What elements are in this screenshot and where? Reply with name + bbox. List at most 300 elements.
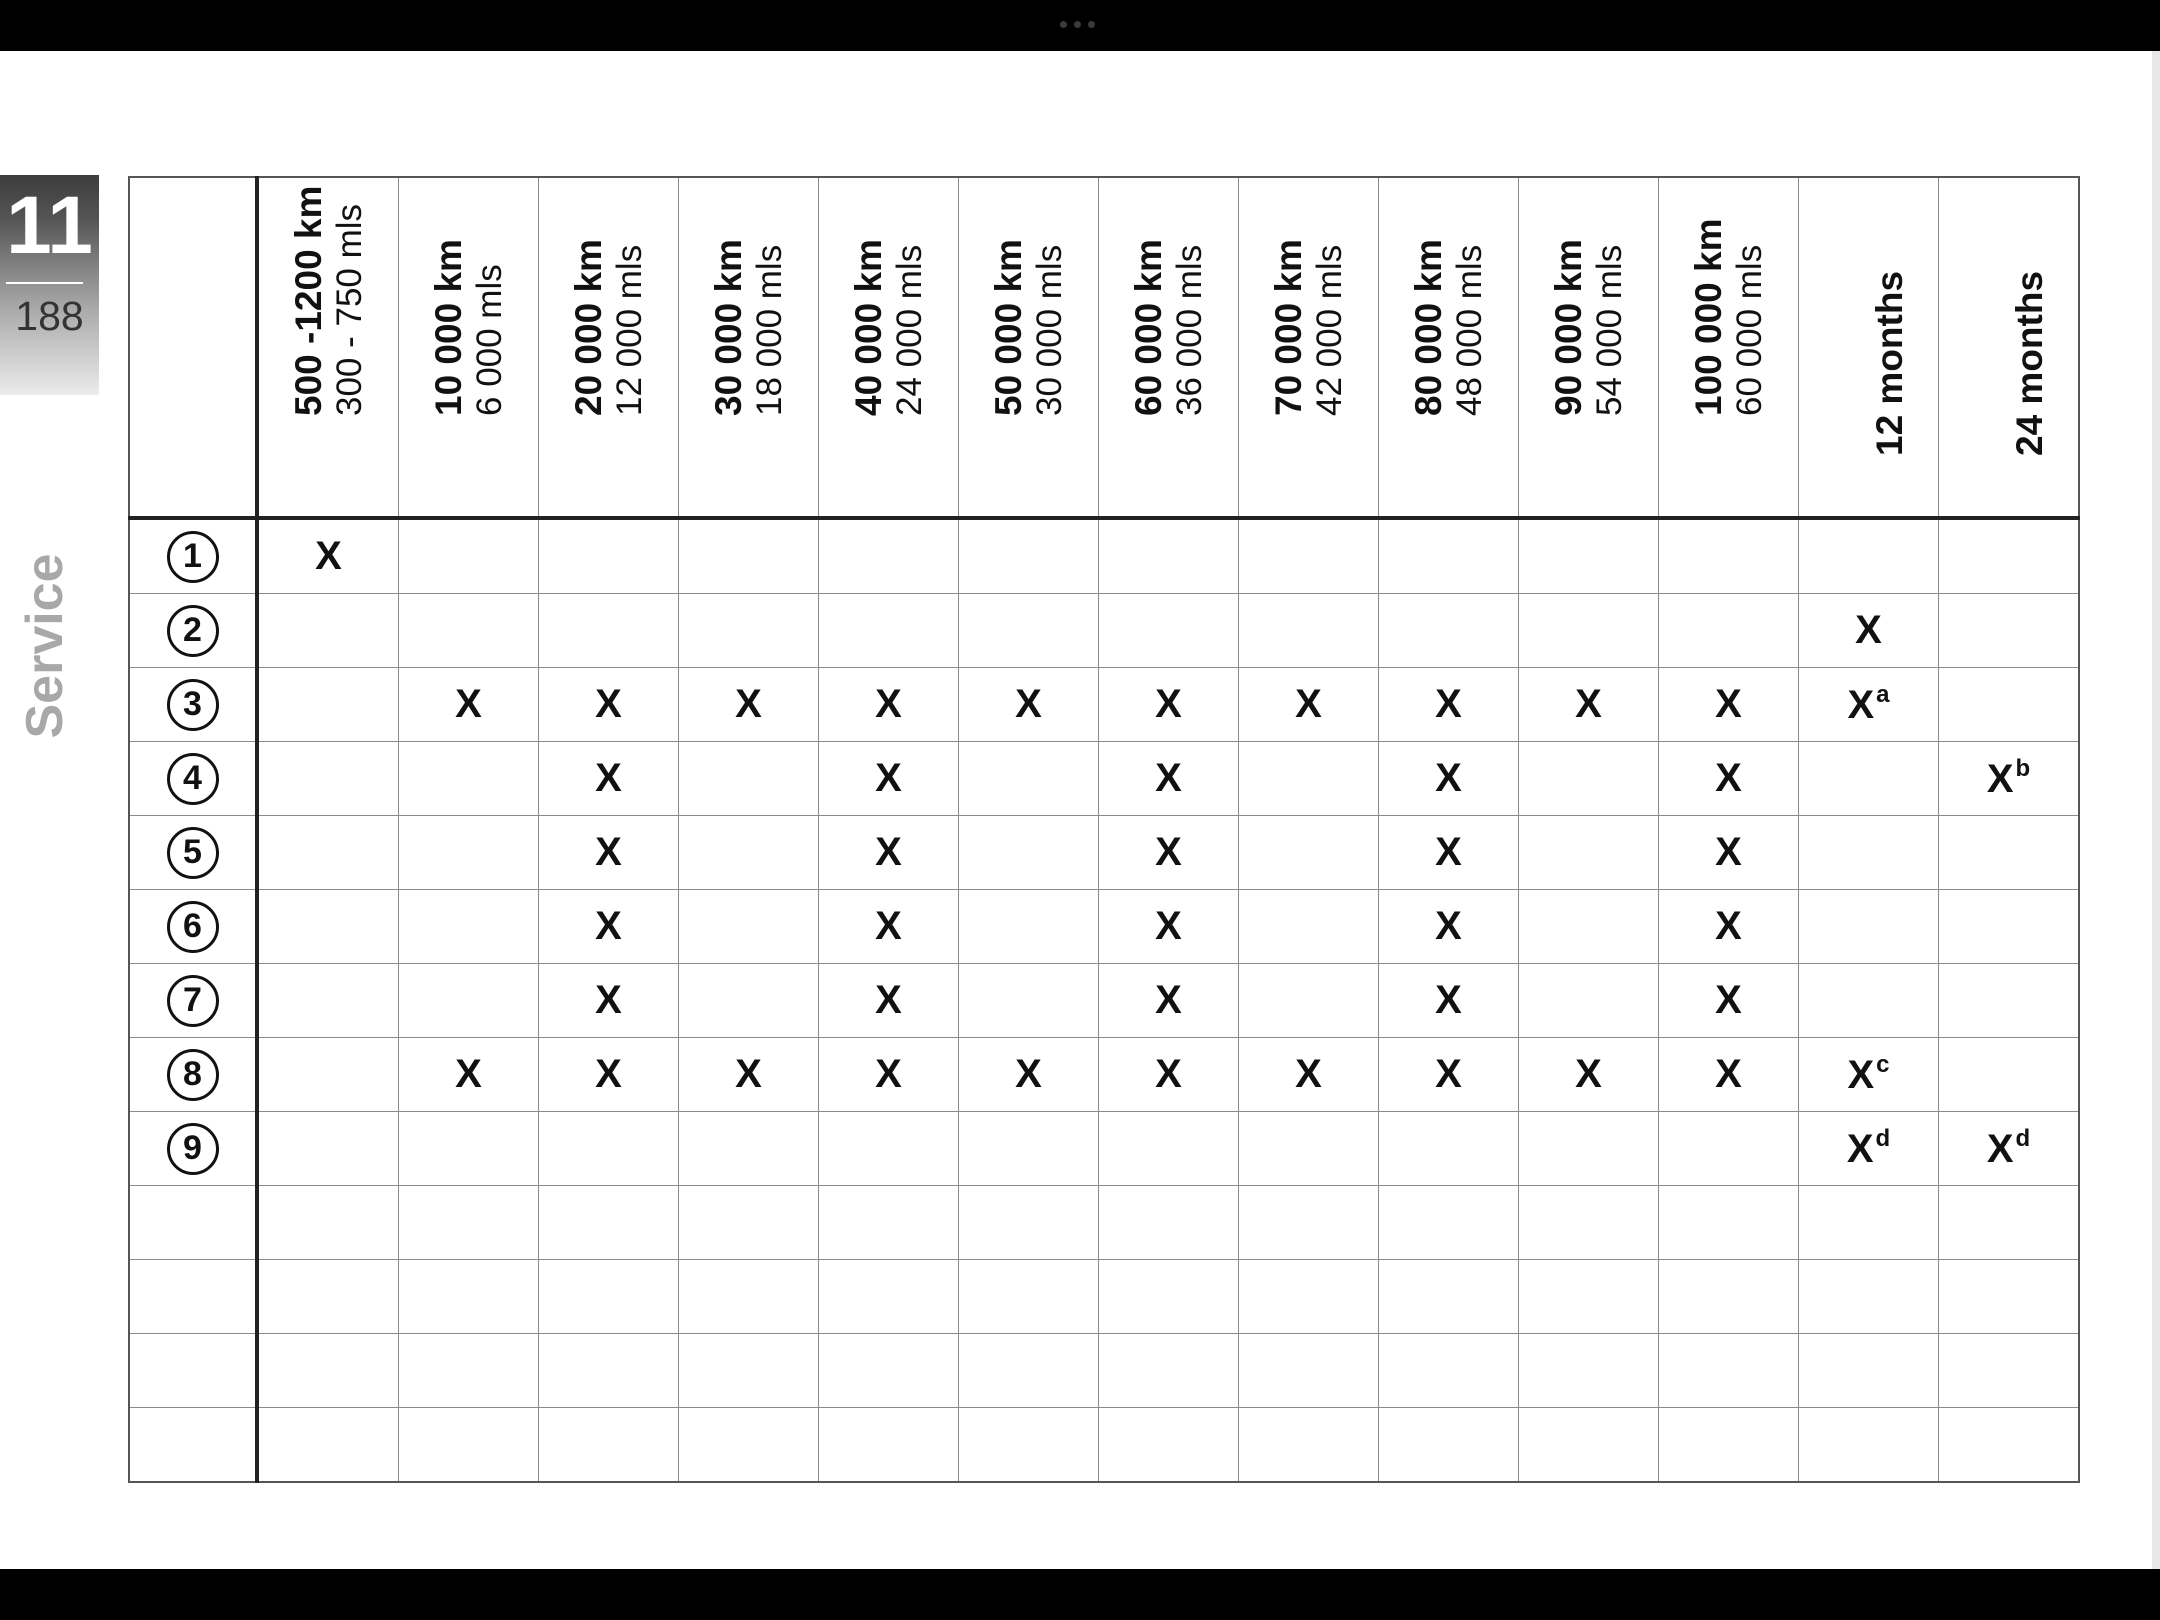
column-header xyxy=(1659,177,1799,518)
column-header-km: 80 000 km xyxy=(1407,239,1449,416)
column-header xyxy=(1799,177,1939,518)
row-number-circle: 3 xyxy=(167,679,219,731)
service-mark: X xyxy=(1295,682,1322,726)
footnote-marker: d xyxy=(2015,1125,2031,1152)
table-cell xyxy=(1239,964,1379,1038)
row-number-cell xyxy=(129,668,257,742)
table-cell xyxy=(1379,1260,1519,1334)
column-header-mls: 12 000 mls xyxy=(609,244,649,416)
service-mark: X xyxy=(1575,682,1602,726)
column-header-km: 40 000 km xyxy=(847,239,889,416)
table-cell xyxy=(1799,1408,1939,1483)
table-cell xyxy=(1519,1260,1659,1334)
column-header-km: 30 000 km xyxy=(707,239,749,416)
service-mark: X xyxy=(735,682,762,726)
table-cell xyxy=(1659,518,1799,594)
table-cell xyxy=(1519,1186,1659,1260)
table-cell xyxy=(959,1408,1099,1483)
table-cell xyxy=(1239,1408,1379,1483)
service-mark: X xyxy=(875,978,902,1022)
table-cell xyxy=(1939,1186,2080,1260)
row-number-cell xyxy=(129,816,257,890)
table-cell xyxy=(257,1334,399,1408)
column-header xyxy=(257,177,399,518)
table-cell xyxy=(257,594,399,668)
row-number-circle: 7 xyxy=(167,975,219,1027)
table-cell xyxy=(1519,1408,1659,1483)
table-cell xyxy=(959,742,1099,816)
table-cell xyxy=(1659,816,1799,890)
row-number-cell xyxy=(129,594,257,668)
table-cell xyxy=(539,742,679,816)
table-cell xyxy=(1519,964,1659,1038)
column-header-km: 100 000 km xyxy=(1687,218,1729,416)
table-row xyxy=(129,668,2079,742)
table-cell xyxy=(399,964,539,1038)
table-cell xyxy=(1659,1334,1799,1408)
table-cell xyxy=(819,518,959,594)
table-cell xyxy=(1379,1186,1519,1260)
table-cell xyxy=(1799,518,1939,594)
table-cell xyxy=(1099,1260,1239,1334)
service-mark: $X^d$ xyxy=(1986,1125,2031,1171)
row-number-cell xyxy=(129,1334,257,1408)
service-mark: X xyxy=(1715,682,1742,726)
table-row xyxy=(129,1408,2079,1483)
table-cell xyxy=(679,890,819,964)
table-cell xyxy=(1099,668,1239,742)
service-mark: X xyxy=(1155,978,1182,1022)
footnote-marker: c xyxy=(1876,1051,1890,1078)
header-row xyxy=(129,177,2079,518)
table-cell xyxy=(679,1112,819,1186)
table-cell xyxy=(679,742,819,816)
service-mark: X xyxy=(1715,904,1742,948)
service-mark: X xyxy=(1715,756,1742,800)
service-mark: X xyxy=(1435,682,1462,726)
table-cell xyxy=(539,1038,679,1112)
row-number-cell xyxy=(129,1038,257,1112)
table-cell xyxy=(1939,1038,2080,1112)
row-number-circle: 5 xyxy=(167,827,219,879)
service-mark: X xyxy=(1715,978,1742,1022)
service-mark: X xyxy=(875,830,902,874)
service-mark: X xyxy=(1155,830,1182,874)
table-cell xyxy=(819,1260,959,1334)
table-cell xyxy=(1099,742,1239,816)
column-header-mls: 6 000 mls xyxy=(469,264,509,416)
table-cell xyxy=(1379,890,1519,964)
table-cell xyxy=(1659,1038,1799,1112)
bottom-bar xyxy=(0,1569,2160,1620)
table-cell xyxy=(539,964,679,1038)
page-edge xyxy=(2152,51,2160,1569)
service-mark: X xyxy=(875,682,902,726)
service-mark: X xyxy=(1155,904,1182,948)
table-cell xyxy=(1379,1038,1519,1112)
table-cell xyxy=(1939,816,2080,890)
column-header-mls: 24 000 mls xyxy=(889,244,929,416)
table-row xyxy=(129,1038,2079,1112)
service-mark: X xyxy=(595,682,622,726)
table-cell xyxy=(1099,890,1239,964)
table-cell xyxy=(1099,816,1239,890)
header-corner xyxy=(129,177,257,518)
table-cell xyxy=(1099,594,1239,668)
row-number-circle: 8 xyxy=(167,1049,219,1101)
table-cell xyxy=(959,964,1099,1038)
table-cell xyxy=(257,1408,399,1483)
table-cell xyxy=(1939,594,2080,668)
column-header-km: 90 000 km xyxy=(1547,239,1589,416)
table-cell xyxy=(1799,964,1939,1038)
table-row xyxy=(129,518,2079,594)
table-cell xyxy=(1239,668,1379,742)
table-cell xyxy=(819,964,959,1038)
column-header-km: 500 -1200 km xyxy=(287,185,329,416)
table-cell xyxy=(399,1186,539,1260)
table-cell xyxy=(1939,964,2080,1038)
table-cell xyxy=(399,1408,539,1483)
table-cell xyxy=(679,1038,819,1112)
table-cell xyxy=(257,668,399,742)
table-cell xyxy=(1099,1186,1239,1260)
table-cell xyxy=(257,1260,399,1334)
row-number-cell xyxy=(129,518,257,594)
service-mark: X xyxy=(1015,1052,1042,1096)
table-cell xyxy=(539,1334,679,1408)
table-cell xyxy=(399,594,539,668)
table-cell xyxy=(1519,1038,1659,1112)
table-cell xyxy=(539,1112,679,1186)
table-cell xyxy=(399,1334,539,1408)
table-cell xyxy=(1519,816,1659,890)
table-row xyxy=(129,890,2079,964)
table-cell xyxy=(539,816,679,890)
column-header xyxy=(399,177,539,518)
table-cell xyxy=(1519,890,1659,964)
service-mark: X xyxy=(1155,682,1182,726)
table-cell xyxy=(1659,1112,1799,1186)
table-cell xyxy=(679,668,819,742)
table-cell xyxy=(679,1334,819,1408)
row-number-cell xyxy=(129,1112,257,1186)
table-cell xyxy=(1799,668,1939,742)
table-cell xyxy=(1519,742,1659,816)
table-cell xyxy=(1239,1186,1379,1260)
column-header-km: 10 000 km xyxy=(427,239,469,416)
table-cell xyxy=(1799,1186,1939,1260)
table-cell xyxy=(257,1038,399,1112)
column-header xyxy=(679,177,819,518)
chapter-number: 11 xyxy=(6,180,93,271)
service-mark: X xyxy=(595,978,622,1022)
table-cell xyxy=(959,816,1099,890)
row-number-cell xyxy=(129,742,257,816)
table-cell xyxy=(539,890,679,964)
column-header-mls: 300 - 750 mls xyxy=(329,203,369,416)
table-cell xyxy=(959,890,1099,964)
top-bar xyxy=(0,0,2160,51)
table-cell xyxy=(959,518,1099,594)
column-header-mls: 30 000 mls xyxy=(1029,244,1069,416)
table-cell xyxy=(1239,1038,1379,1112)
table-cell xyxy=(679,1186,819,1260)
service-mark: X xyxy=(1435,1052,1462,1096)
row-number-cell xyxy=(129,890,257,964)
table-cell xyxy=(959,1038,1099,1112)
column-header xyxy=(1939,177,2080,518)
table-cell xyxy=(1939,742,2080,816)
table-cell xyxy=(679,1260,819,1334)
table-row xyxy=(129,1112,2079,1186)
column-header-mls: 60 000 mls xyxy=(1729,244,1769,416)
service-mark: X xyxy=(1155,1052,1182,1096)
table-cell xyxy=(1239,816,1379,890)
table-cell xyxy=(257,1112,399,1186)
table-cell xyxy=(257,816,399,890)
service-mark: X xyxy=(1015,682,1042,726)
service-mark: $X^b$ xyxy=(1986,755,2031,801)
table-cell xyxy=(1099,1334,1239,1408)
column-header-mls: 42 000 mls xyxy=(1309,244,1349,416)
table-row xyxy=(129,964,2079,1038)
row-number-cell xyxy=(129,1186,257,1260)
footnote-marker: d xyxy=(1875,1125,1891,1152)
table-cell xyxy=(399,742,539,816)
column-header-mls: 48 000 mls xyxy=(1449,244,1489,416)
column-header-km: 60 000 km xyxy=(1127,239,1169,416)
table-cell xyxy=(1659,742,1799,816)
table-cell xyxy=(959,1260,1099,1334)
chapter-divider xyxy=(6,282,83,284)
table-cell xyxy=(819,1038,959,1112)
service-mark: X xyxy=(875,756,902,800)
service-mark: X xyxy=(1435,904,1462,948)
table-row xyxy=(129,1260,2079,1334)
service-mark: X xyxy=(595,904,622,948)
service-mark: X xyxy=(1435,756,1462,800)
service-mark: $X^d$ xyxy=(1846,1125,1891,1171)
service-mark: X xyxy=(735,1052,762,1096)
table-cell xyxy=(1519,1334,1659,1408)
column-header-km: 24 months xyxy=(2008,270,2050,456)
table-row xyxy=(129,816,2079,890)
table-cell xyxy=(1379,1408,1519,1483)
table-cell xyxy=(539,594,679,668)
table-cell xyxy=(1379,668,1519,742)
service-mark: X xyxy=(1435,830,1462,874)
service-mark: X xyxy=(1855,608,1882,652)
table-cell xyxy=(257,518,399,594)
table-cell xyxy=(1239,890,1379,964)
table-cell xyxy=(819,1186,959,1260)
table-cell xyxy=(679,594,819,668)
table-cell xyxy=(1099,518,1239,594)
service-mark: X xyxy=(595,830,622,874)
table-cell xyxy=(1939,890,2080,964)
table-cell xyxy=(257,964,399,1038)
table-cell xyxy=(959,1334,1099,1408)
table-cell xyxy=(1939,518,2080,594)
row-number-circle: 4 xyxy=(167,753,219,805)
row-number-cell xyxy=(129,1260,257,1334)
table-cell xyxy=(1379,518,1519,594)
table-cell xyxy=(1099,1408,1239,1483)
table-cell xyxy=(1379,742,1519,816)
table-cell xyxy=(399,518,539,594)
table-cell xyxy=(1379,964,1519,1038)
table-cell xyxy=(819,1112,959,1186)
column-header-km: 12 months xyxy=(1868,270,1910,456)
table-cell xyxy=(959,1186,1099,1260)
table-cell xyxy=(959,1112,1099,1186)
table-cell xyxy=(1799,1038,1939,1112)
table-cell xyxy=(399,890,539,964)
column-header xyxy=(1379,177,1519,518)
table-cell xyxy=(819,742,959,816)
table-cell xyxy=(1659,594,1799,668)
table-cell xyxy=(1939,1112,2080,1186)
table-cell xyxy=(1239,742,1379,816)
footnote-marker: b xyxy=(2015,755,2031,782)
table-cell xyxy=(1519,668,1659,742)
row-number-circle: 2 xyxy=(167,605,219,657)
table-cell xyxy=(399,668,539,742)
service-mark: X xyxy=(875,904,902,948)
table-cell xyxy=(1939,1408,2080,1483)
column-header xyxy=(959,177,1099,518)
table-cell xyxy=(1659,1260,1799,1334)
table-cell xyxy=(1659,668,1799,742)
service-mark: X xyxy=(1575,1052,1602,1096)
table-cell xyxy=(1799,742,1939,816)
table-row xyxy=(129,742,2079,816)
table-cell xyxy=(819,1408,959,1483)
table-cell xyxy=(1239,518,1379,594)
column-header xyxy=(539,177,679,518)
table-cell xyxy=(1239,1334,1379,1408)
table-cell xyxy=(1519,594,1659,668)
row-number-circle: 1 xyxy=(167,531,219,583)
document-page xyxy=(0,51,2160,1569)
column-header-mls: 54 000 mls xyxy=(1589,244,1629,416)
table-cell xyxy=(1939,1334,2080,1408)
table-cell xyxy=(1099,1038,1239,1112)
table-cell xyxy=(1239,1260,1379,1334)
table-cell xyxy=(959,668,1099,742)
table-cell xyxy=(399,1260,539,1334)
table-row xyxy=(129,594,2079,668)
service-mark: X xyxy=(455,682,482,726)
table-cell xyxy=(1659,1408,1799,1483)
table-cell xyxy=(1379,594,1519,668)
service-mark: X xyxy=(1715,1052,1742,1096)
table-cell xyxy=(1659,890,1799,964)
row-number-cell xyxy=(129,964,257,1038)
table-cell xyxy=(1519,1112,1659,1186)
table-cell xyxy=(1939,1260,2080,1334)
column-header-km: 20 000 km xyxy=(567,239,609,416)
table-cell xyxy=(1939,668,2080,742)
table-cell xyxy=(1379,1334,1519,1408)
column-header xyxy=(819,177,959,518)
table-cell xyxy=(679,816,819,890)
column-header-km: 50 000 km xyxy=(987,239,1029,416)
table-cell xyxy=(539,518,679,594)
table-cell xyxy=(819,890,959,964)
table-cell xyxy=(1659,964,1799,1038)
service-mark: $X^a$ xyxy=(1847,681,1890,727)
service-mark: X xyxy=(315,534,342,578)
table-cell xyxy=(1659,1186,1799,1260)
table-cell xyxy=(679,964,819,1038)
table-row xyxy=(129,1334,2079,1408)
section-label: Service xyxy=(16,553,74,739)
table-cell xyxy=(257,1186,399,1260)
table-cell xyxy=(1799,890,1939,964)
row-number-circle: 6 xyxy=(167,901,219,953)
column-header xyxy=(1099,177,1239,518)
table-cell xyxy=(539,668,679,742)
table-cell xyxy=(1799,816,1939,890)
table-cell xyxy=(1799,1112,1939,1186)
footnote-marker: a xyxy=(1876,681,1890,708)
table-cell xyxy=(1799,1334,1939,1408)
column-header-km: 70 000 km xyxy=(1267,239,1309,416)
table-cell xyxy=(1099,1112,1239,1186)
table-cell xyxy=(539,1186,679,1260)
table-cell xyxy=(819,816,959,890)
table-cell xyxy=(1239,1112,1379,1186)
table-cell xyxy=(1799,594,1939,668)
service-mark: $X^c$ xyxy=(1847,1051,1890,1097)
table-cell xyxy=(257,890,399,964)
table-row xyxy=(129,1186,2079,1260)
chapter-tab xyxy=(0,175,99,395)
table-cell xyxy=(1519,518,1659,594)
column-header xyxy=(1519,177,1659,518)
table-cell xyxy=(1099,964,1239,1038)
column-header xyxy=(1239,177,1379,518)
table-cell xyxy=(1379,816,1519,890)
service-mark: X xyxy=(1715,830,1742,874)
service-mark: X xyxy=(1295,1052,1322,1096)
page-number: 188 xyxy=(15,293,84,339)
service-mark: X xyxy=(1155,756,1182,800)
table-cell xyxy=(1239,594,1379,668)
table-cell xyxy=(257,742,399,816)
service-mark: X xyxy=(1435,978,1462,1022)
table-cell xyxy=(539,1260,679,1334)
table-cell xyxy=(679,518,819,594)
table-cell xyxy=(679,1408,819,1483)
column-header-mls: 36 000 mls xyxy=(1169,244,1209,416)
column-header-mls: 18 000 mls xyxy=(749,244,789,416)
row-number-circle: 9 xyxy=(167,1123,219,1175)
table-cell xyxy=(539,1408,679,1483)
more-dots-icon[interactable] xyxy=(1060,21,1095,28)
table-cell xyxy=(1379,1112,1519,1186)
service-mark: X xyxy=(595,1052,622,1096)
table-cell xyxy=(819,594,959,668)
service-schedule-table xyxy=(128,176,2080,1483)
service-mark: X xyxy=(875,1052,902,1096)
table-cell xyxy=(1799,1260,1939,1334)
table-cell xyxy=(399,1038,539,1112)
table-cell xyxy=(959,594,1099,668)
service-mark: X xyxy=(455,1052,482,1096)
